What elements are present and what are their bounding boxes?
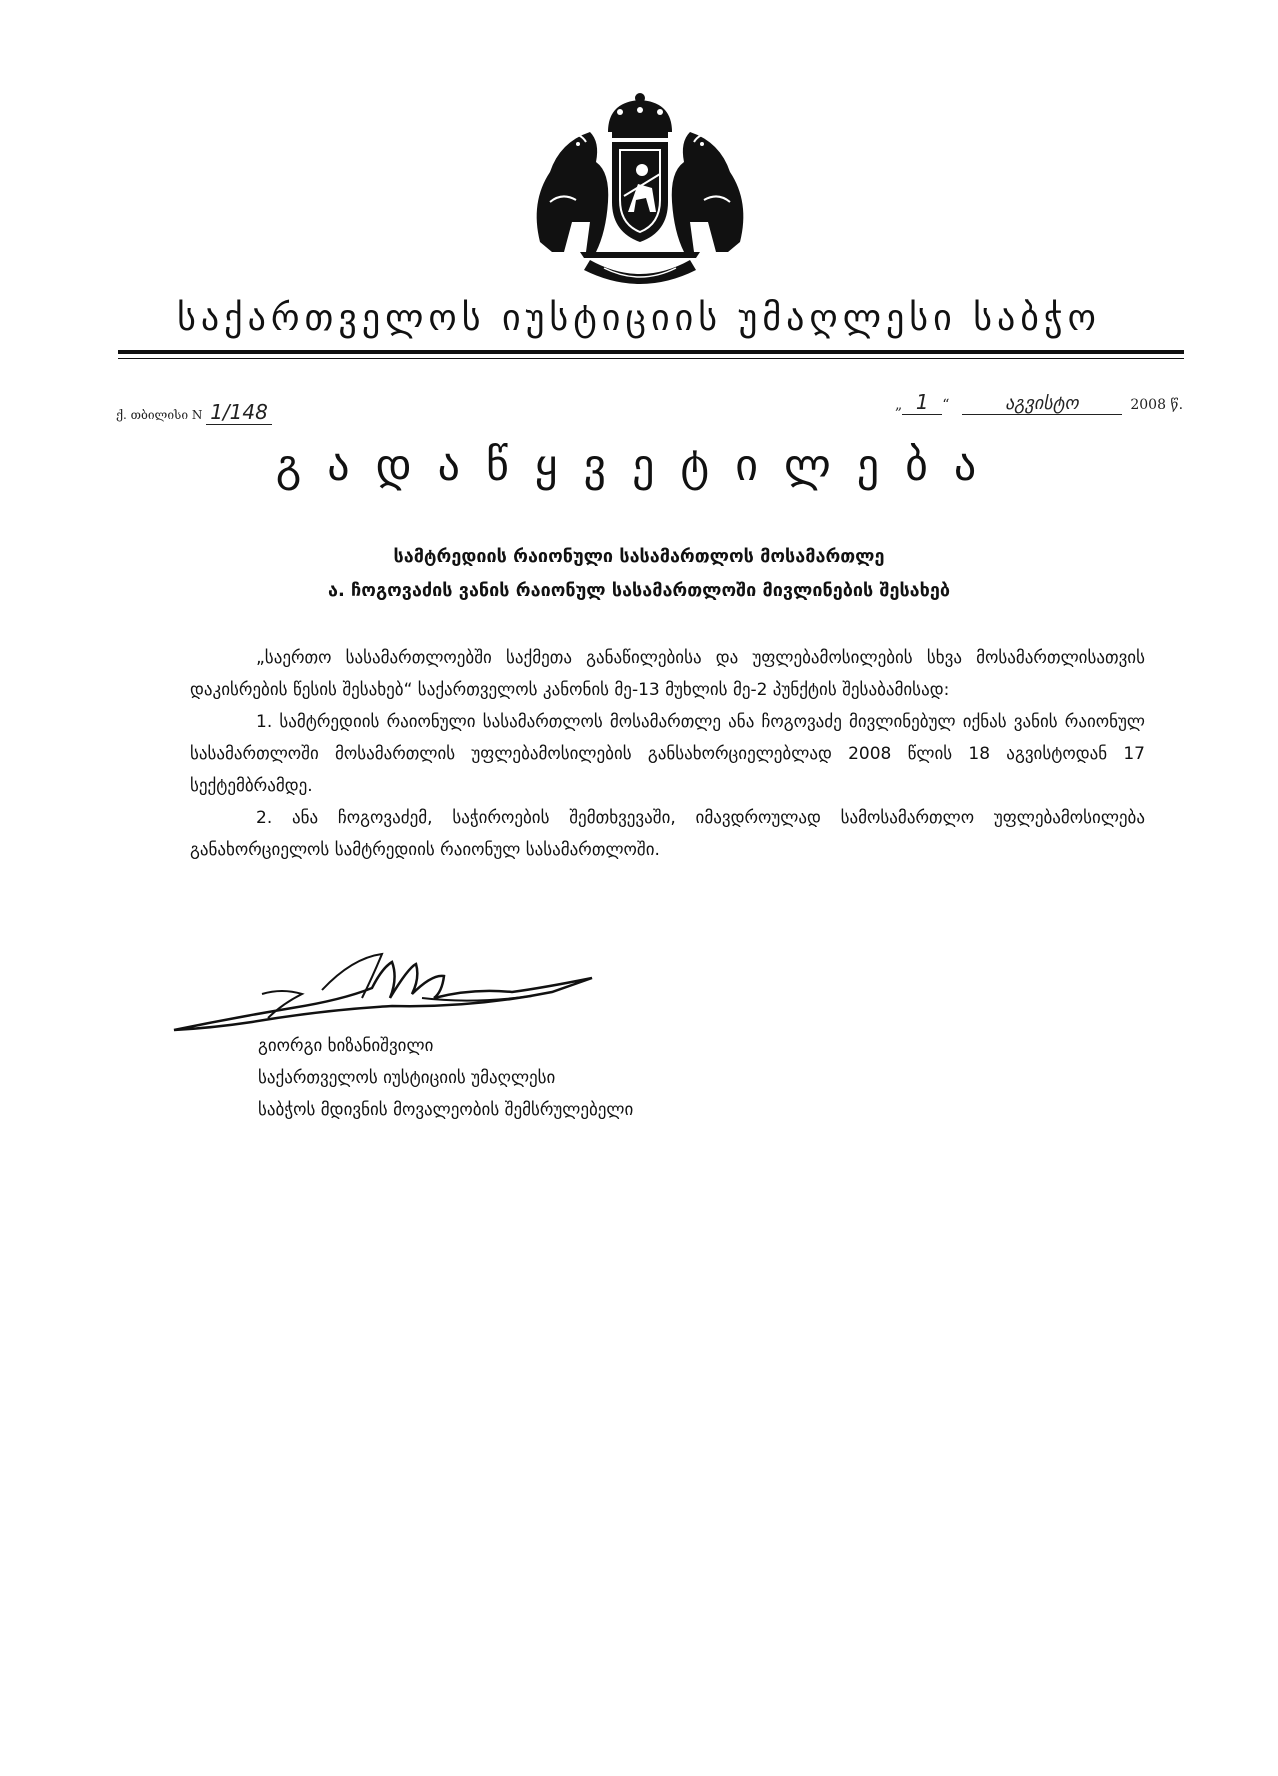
document-subject bbox=[0, 540, 1278, 608]
date-day: 1 bbox=[902, 390, 942, 415]
signer-block bbox=[258, 1030, 633, 1126]
signer-position-line-1: საქართველოს იუსტიციის უმაღლესი bbox=[258, 1068, 556, 1088]
date-year: 2008 წ. bbox=[1130, 397, 1184, 413]
document-number bbox=[116, 400, 272, 425]
organization-title: საქართველოს იუსტიციის უმაღლესი საბჭო bbox=[177, 298, 1101, 339]
signer-name: გიორგი ხიზანიშვილი bbox=[258, 1036, 434, 1056]
preamble-paragraph: „საერთო სასამართლოებში საქმეთა განაწილებისა და უფლებამოსილების სხვა მოსამართლისათვის დაკისრების წესის შესახებ“ საქართველოს კანონის მე-13 მუხლის მე-2 პუნქტის შესაბამისად: bbox=[190, 648, 1145, 700]
document-body bbox=[190, 642, 1145, 866]
document-date: „ 1 “ აგვისტო 2008 წ. bbox=[895, 390, 1184, 414]
coat-of-arms-emblem bbox=[520, 92, 760, 292]
date-month: აგვისტო bbox=[962, 393, 1122, 415]
decision-item-2: 2. ანა ჩოგოვაძემ, საჭიროების შემთხვევაში, იმავდროულად სამოსამართლო უფლებამოსილება განახორციელოს სამტრედიის რაიონულ სასამართლოში. bbox=[190, 808, 1145, 860]
decision-item-1: 1. სამტრედიის რაიონული სასამართლოს მოსამართლე ანა ჩოგოვაძე მივლინებულ იქნას ვანის რაიონულ სასამართლოში მოსამართლის უფლებამოსილების განსახორციელებლად 2008 წლის 18 აგვისტოდან 17 სექტემბრამდე. bbox=[190, 712, 1145, 796]
subject-line-1: სამტრედიის რაიონული სასამართლოს მოსამართლე bbox=[393, 546, 885, 567]
header-divider-thick bbox=[118, 350, 1184, 354]
header-divider-thin bbox=[118, 358, 1184, 359]
handwritten-signature bbox=[172, 948, 632, 1038]
signer-position-line-2: საბჭოს მდივნის მოვალეობის შემსრულებელი bbox=[258, 1100, 634, 1120]
document-title: გადაწყვეტილება bbox=[275, 440, 1003, 491]
number-value: 1/148 bbox=[206, 400, 272, 425]
number-label: ქ. თბილისი N bbox=[116, 408, 203, 422]
subject-line-2: ა. ჩოგოვაძის ვანის რაიონულ სასამართლოში მივლინების შესახებ bbox=[327, 580, 951, 601]
